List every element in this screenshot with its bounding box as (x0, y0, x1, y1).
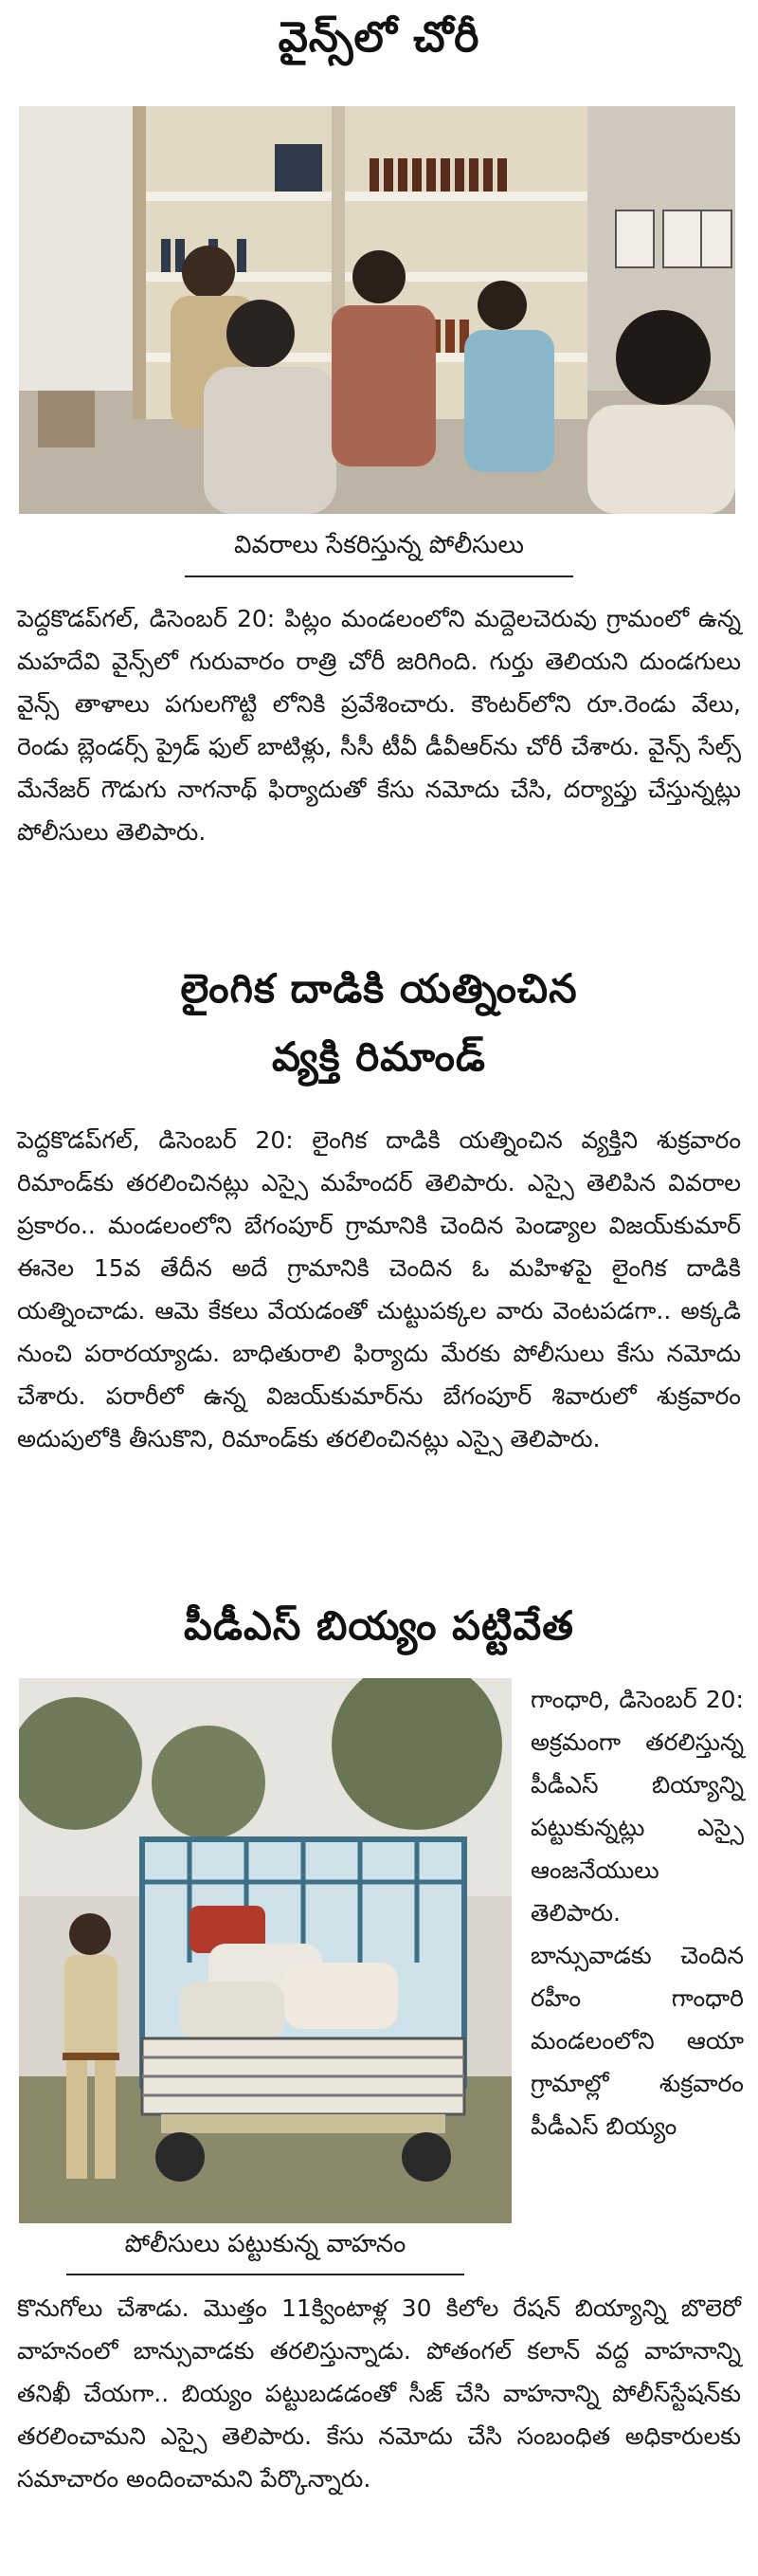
story1-headline: వైన్స్‌లో చోరీ (278, 13, 480, 62)
story3-caption-rule (66, 2274, 464, 2275)
story1-body: పెద్దకొడప్‌గల్, డిసెంబర్ 20: పిట్లం మండలంలోని మద్దెలచెరువు గ్రామంలో ఉన్న మహదేవి వైన్స్‌లో గురువారం రాత్రి చోరీ జరిగింది. గుర్తు తెలియని దుండగులు వైన్స్ తాళాలు పగులగొట్టి లోనికి ప్రవేశించారు. కౌంటర్‌లోని రూ.రెండు వేలు, రెండు బ్లెండర్స్ ప్రైడ్ ఫుల్ బాటిళ్లు, సీసీ టీవీ డీవీఆర్‌ను చోరీ చేశారు. వైన్స్ సేల్స్ మేనేజర్ గౌడుగు నాగనాథ్ ఫిర్యాదుతో కేసు నమోదు చేసి, దర్యాప్తు చేస్తున్నట్లు పోలీసులు తెలిపారు. (17, 605, 741, 846)
story2-headline-line2: వ్యక్తి రిమాండ్ (272, 1033, 486, 1080)
story3-body-rest: కొనుగోలు చేశాడు. మొత్తం 11క్వింటాళ్ల 30 కిలోల రేషన్ బియ్యాన్ని బొలెరో వాహనంలో బాన్సువాడకు తరలిస్తున్నాడు. పోతంగల్ కలాన్ వద్ద వాహనాన్ని తనిఖీ చేయగా.. బియ్యం పట్టుబడడంతో సీజ్ చేసి వాహనాన్ని పోలీస్‌స్టేషన్‌కు తరలించామని ఎస్సై తెలిపారు. కేసు నమోదు చేసి సంబంధిత అధికారులకు సమాచారం అందించామని పేర్కొన్నారు. (17, 2294, 741, 2493)
story3-headline: పీడీఎస్ బియ్యం పట్టివేత (184, 1602, 574, 1649)
story1-photo (19, 106, 735, 514)
story1-photo-caption: వివరాలు సేకరిస్తున్న పోలీసులు (234, 531, 524, 559)
story3-photo-caption: పోలీసులు పట్టుకున్న వాహనం (124, 2230, 406, 2258)
story2-headline-line1: లైంగిక దాడికి యత్నించిన (180, 965, 578, 1012)
story3-photo (19, 1678, 512, 2223)
story1-caption-rule (185, 575, 573, 577)
story3-column-text: గాంధారి, డిసెంబర్ 20: అక్రమంగా తరలిస్తున్న పీడీఎస్ బియ్యాన్ని పట్టుకున్నట్లు ఎస్సై ఆంజనేయులు తెలిపారు. బాన్సువాడకు చెందిన రహీం గాంధారి మండలంలోని ఆయా గ్రామాల్లో శుక్రవారం పీడీఎస్ బియ్యం (531, 1686, 744, 2140)
story2-body: పెద్దకొడప్‌గల్, డిసెంబర్ 20: లైంగిక దాడికి యత్నించిన వ్యక్తిని శుక్రవారం రిమాండ్‌కు తరలించినట్లు ఎస్సై మహేందర్ తెలిపారు. ఎస్సై తెలిపిన వివరాల ప్రకారం.. మండలంలోని బేగంపూర్ గ్రామానికి చెందిన పెండ్యాల విజయ్‌కుమార్ ఈనెల 15వ తేదీన అదే గ్రామానికి చెందిన ఓ మహిళపై లైంగిక దాడికి యత్నించాడు. ఆమె కేకలు వేయడంతో చుట్టుపక్కల వారు వెంటపడగా.. అక్కడి నుంచి పరారయ్యాడు. బాధితురాలి ఫిర్యాదు మేరకు పోలీసులు కేసు నమోదు చేశారు. పరారీలో ఉన్న విజయ్‌కుమార్‌ను బేగంపూర్ శివారులో శుక్రవారం అదుపులోకి తీసుకొని, రిమాండ్‌కు తరలించినట్లు ఎస్సై తెలిపారు. (17, 1126, 741, 1452)
